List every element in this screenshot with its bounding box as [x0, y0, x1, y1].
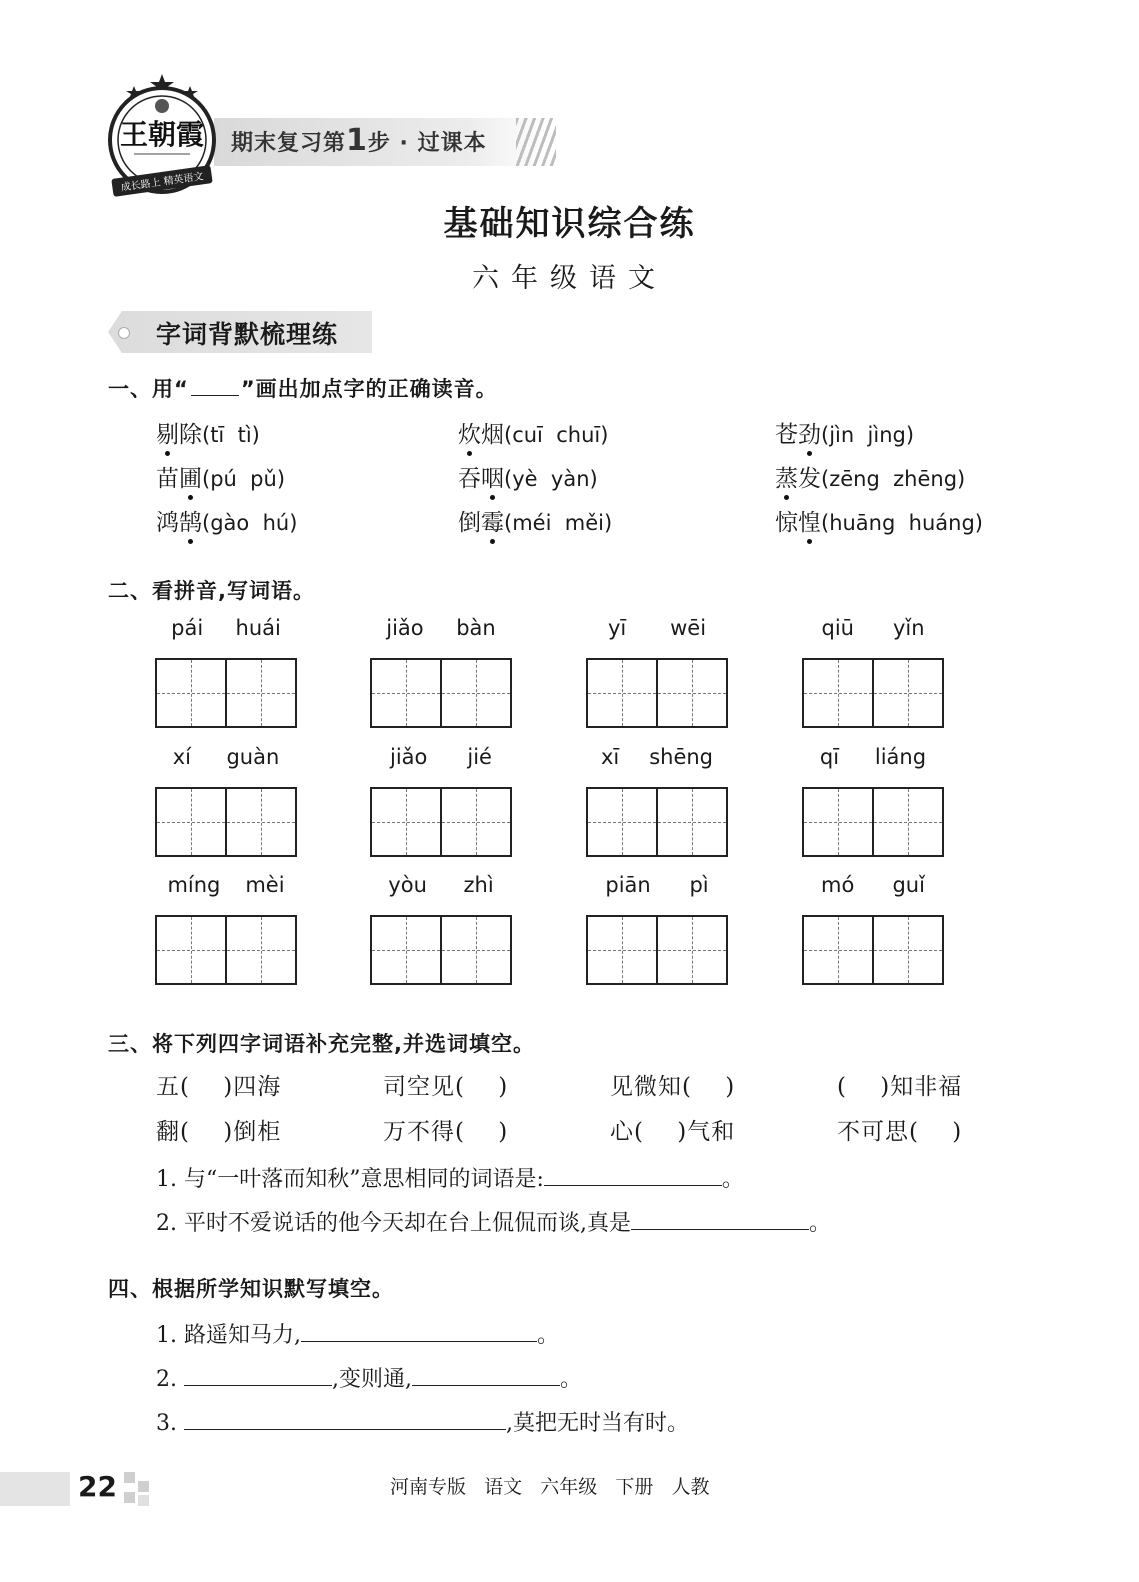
- pinyin-syllable: mèi: [245, 873, 285, 897]
- pinyin-word: [586, 745, 728, 857]
- writing-grid[interactable]: [370, 915, 512, 985]
- section-tag-label: 字词背默梳理练: [156, 320, 339, 349]
- pinyin-syllable: jié: [467, 745, 492, 769]
- writing-cell[interactable]: [872, 660, 942, 726]
- writing-cell[interactable]: [804, 660, 872, 726]
- writing-grid[interactable]: [155, 915, 297, 985]
- reading-item: 炊烟(cuī chuī): [458, 422, 609, 448]
- pinyin-syllable: qī: [819, 745, 840, 769]
- pinyin-syllable: míng: [167, 873, 221, 897]
- writing-cell[interactable]: [372, 660, 440, 726]
- header-banner-text: 期末复习第1步 · 过课本: [231, 123, 487, 158]
- writing-cell[interactable]: [588, 789, 656, 855]
- svg-text:王朝霞: 王朝霞: [119, 118, 205, 151]
- pinyin-syllable: yǐn: [892, 616, 925, 640]
- pinyin-syllable: jiǎo: [390, 745, 428, 769]
- section-tag-dot: [118, 327, 130, 339]
- writing-cell[interactable]: [872, 917, 942, 983]
- pinyin-syllable: xī: [600, 745, 620, 769]
- pinyin-syllable: xí: [172, 745, 191, 769]
- writing-cell[interactable]: [440, 660, 510, 726]
- pinyin-syllable: guǐ: [892, 873, 925, 897]
- pinyin-word: [802, 745, 944, 857]
- idiom-item[interactable]: 不可思( ): [837, 1119, 963, 1145]
- pinyin-syllable: shēng: [649, 745, 713, 769]
- writing-cell[interactable]: [372, 917, 440, 983]
- question-3-title: 三、将下列四字词语补充完整,并选词填空。: [108, 1032, 535, 1056]
- page-subtitle: 六年级语文: [472, 263, 667, 294]
- writing-cell[interactable]: [804, 789, 872, 855]
- question-4-line-1: 1. 路遥知马力, 。: [156, 1318, 559, 1349]
- idiom-item[interactable]: 翻( )倒柜: [156, 1119, 282, 1145]
- writing-grid[interactable]: [586, 658, 728, 728]
- banner-stripes: [516, 118, 556, 166]
- page-number-bar: [0, 1472, 70, 1506]
- reading-item: 惊惶(huāng huáng): [775, 510, 983, 536]
- pinyin-syllable: zhì: [463, 873, 494, 897]
- pinyin-syllable: guàn: [226, 745, 280, 769]
- reading-item: 苗圃(pú pǔ): [156, 466, 286, 492]
- pinyin-syllable: piān: [605, 873, 651, 897]
- pinyin-word: [802, 873, 944, 985]
- writing-grid[interactable]: [586, 915, 728, 985]
- pinyin-word: [155, 745, 297, 857]
- writing-cell[interactable]: [804, 917, 872, 983]
- reading-item: 苍劲(jìn jìng): [775, 422, 915, 448]
- pinyin-syllable: huái: [235, 616, 281, 640]
- pinyin-word: [586, 616, 728, 728]
- question-1-title: 一、用“ ”画出加点字的正确读音。: [108, 377, 498, 401]
- writing-grid[interactable]: [586, 787, 728, 857]
- writing-grid[interactable]: [370, 658, 512, 728]
- page-decoration: [124, 1472, 150, 1506]
- pinyin-word: [155, 873, 297, 985]
- idiom-item[interactable]: 万不得( ): [383, 1119, 509, 1145]
- pinyin-syllable: liáng: [874, 745, 927, 769]
- reading-item: 鸿鹄(gào hú): [156, 510, 298, 536]
- question-4-line-3: 3. ,莫把无时当有时。: [156, 1406, 689, 1437]
- pinyin-syllable: qiū: [821, 616, 854, 640]
- page-title: 基础知识综合练: [443, 204, 696, 244]
- writing-cell[interactable]: [157, 660, 225, 726]
- pinyin-word: [802, 616, 944, 728]
- writing-cell[interactable]: [440, 789, 510, 855]
- question-4-title: 四、根据所学知识默写填空。: [108, 1277, 394, 1301]
- writing-cell[interactable]: [656, 660, 726, 726]
- answer-blank[interactable]: [301, 1319, 537, 1342]
- reading-item: 剔除(tī tì): [156, 422, 260, 448]
- pinyin-word: [370, 616, 512, 728]
- question-4-line-2: 2. ,变则通, 。: [156, 1362, 582, 1393]
- pinyin-syllable: pái: [171, 616, 204, 640]
- pinyin-word: [370, 873, 512, 985]
- pinyin-syllable: jiǎo: [386, 616, 424, 640]
- footer-info: 河南专版 语文 六年级 下册 人教: [390, 1476, 710, 1498]
- idiom-item[interactable]: 五( )四海: [156, 1074, 282, 1100]
- writing-cell[interactable]: [225, 660, 295, 726]
- pinyin-syllable: bàn: [456, 616, 496, 640]
- answer-blank[interactable]: [631, 1207, 809, 1230]
- answer-blank[interactable]: [184, 1363, 332, 1386]
- reading-item: 蒸发(zēng zhēng): [775, 466, 966, 492]
- question-2-title: 二、看拼音,写词语。: [108, 579, 315, 603]
- idiom-item[interactable]: 心( )气和: [610, 1119, 736, 1145]
- answer-blank[interactable]: [184, 1407, 506, 1430]
- idiom-item[interactable]: ( )知非福: [837, 1074, 963, 1100]
- writing-cell[interactable]: [225, 789, 295, 855]
- pinyin-syllable: wēi: [670, 616, 707, 640]
- reading-item: 吞咽(yè yàn): [458, 466, 598, 492]
- pinyin-syllable: mó: [821, 873, 855, 897]
- svg-text:成长路上 精英语文: 成长路上 精英语文: [120, 171, 205, 194]
- pinyin-syllable: pì: [689, 873, 709, 897]
- writing-cell[interactable]: [872, 789, 942, 855]
- writing-grid[interactable]: [155, 658, 297, 728]
- writing-cell[interactable]: [157, 917, 225, 983]
- pinyin-word: [155, 616, 297, 728]
- writing-grid[interactable]: [155, 787, 297, 857]
- question-3-sentence-1: 1. 与“一叶落而知秋”意思相同的词语是: 。: [156, 1162, 744, 1193]
- answer-blank[interactable]: [544, 1163, 722, 1186]
- writing-cell[interactable]: [157, 789, 225, 855]
- writing-grid[interactable]: [802, 915, 944, 985]
- writing-cell[interactable]: [372, 789, 440, 855]
- pinyin-syllable: yī: [607, 616, 627, 640]
- pinyin-word: [586, 873, 728, 985]
- writing-cell[interactable]: [588, 660, 656, 726]
- brand-logo-seal: [104, 72, 220, 200]
- writing-cell[interactable]: [225, 917, 295, 983]
- writing-cell[interactable]: [656, 789, 726, 855]
- idiom-item[interactable]: 司空见( ): [383, 1074, 509, 1100]
- writing-grid[interactable]: [802, 787, 944, 857]
- answer-blank[interactable]: [412, 1363, 560, 1386]
- writing-grid[interactable]: [802, 658, 944, 728]
- writing-grid[interactable]: [370, 787, 512, 857]
- pinyin-word: [370, 745, 512, 857]
- reading-item: 倒霉(méi měi): [458, 510, 613, 536]
- writing-cell[interactable]: [588, 917, 656, 983]
- writing-cell[interactable]: [656, 917, 726, 983]
- writing-cell[interactable]: [440, 917, 510, 983]
- page-number: 22: [78, 1470, 117, 1503]
- question-3-sentence-2: 2. 平时不爱说话的他今天却在台上侃侃而谈,真是 。: [156, 1206, 831, 1237]
- idiom-item[interactable]: 见微知( ): [610, 1074, 736, 1100]
- pinyin-syllable: yòu: [388, 873, 427, 897]
